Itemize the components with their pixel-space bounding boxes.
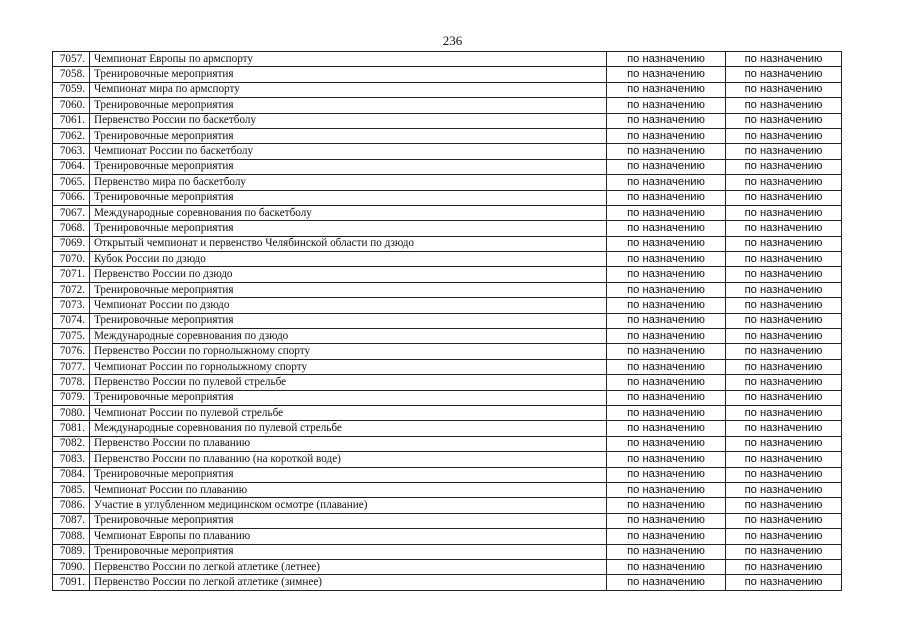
- event-name-cell: Первенство России по пулевой стрельбе: [90, 375, 607, 390]
- event-name-cell: Международные соревнования по баскетболу: [90, 205, 607, 220]
- funding-destination-cell: по назначению: [726, 329, 842, 344]
- row-number-cell: 7063.: [53, 144, 90, 159]
- table-row: [53, 436, 842, 451]
- table-row: [53, 559, 842, 574]
- funding-source-cell: по назначению: [607, 252, 726, 267]
- event-name-cell: Тренировочные мероприятия: [90, 98, 607, 113]
- table-row: [53, 159, 842, 174]
- table-row: [53, 67, 842, 82]
- row-number-cell: 7068.: [53, 221, 90, 236]
- funding-destination-cell: по назначению: [726, 544, 842, 559]
- funding-source-cell: по назначению: [607, 482, 726, 497]
- table-row: [53, 52, 842, 67]
- funding-destination-cell: по назначению: [726, 159, 842, 174]
- funding-source-cell: по назначению: [607, 344, 726, 359]
- table-row: [53, 375, 842, 390]
- event-name-cell: Первенство России по дзюдо: [90, 267, 607, 282]
- table-row: [53, 482, 842, 497]
- row-number-cell: 7083.: [53, 452, 90, 467]
- funding-source-cell: по назначению: [607, 236, 726, 251]
- table-row: [53, 236, 842, 251]
- table-row: [53, 344, 842, 359]
- event-name-cell: Чемпионат Европы по армспорту: [90, 52, 607, 67]
- event-name-cell: Первенство России по плаванию (на короткой воде): [90, 452, 607, 467]
- funding-destination-cell: по назначению: [726, 467, 842, 482]
- row-number-cell: 7061.: [53, 113, 90, 128]
- row-number-cell: 7071.: [53, 267, 90, 282]
- row-number-cell: 7084.: [53, 467, 90, 482]
- funding-destination-cell: по назначению: [726, 482, 842, 497]
- funding-destination-cell: по назначению: [726, 405, 842, 420]
- row-number-cell: 7079.: [53, 390, 90, 405]
- event-name-cell: Тренировочные мероприятия: [90, 282, 607, 297]
- table-row: [53, 190, 842, 205]
- table-row: [53, 529, 842, 544]
- event-name-cell: Тренировочные мероприятия: [90, 67, 607, 82]
- row-number-cell: 7066.: [53, 190, 90, 205]
- row-number-cell: 7082.: [53, 436, 90, 451]
- row-number-cell: 7077.: [53, 359, 90, 374]
- funding-source-cell: по назначению: [607, 436, 726, 451]
- event-name-cell: Тренировочные мероприятия: [90, 513, 607, 528]
- funding-source-cell: по назначению: [607, 67, 726, 82]
- event-name-cell: Чемпионат России по дзюдо: [90, 298, 607, 313]
- funding-destination-cell: по назначению: [726, 421, 842, 436]
- table-row: [53, 113, 842, 128]
- funding-destination-cell: по назначению: [726, 359, 842, 374]
- table-row: [53, 98, 842, 113]
- funding-source-cell: по назначению: [607, 405, 726, 420]
- table-row: [53, 298, 842, 313]
- event-name-cell: Тренировочные мероприятия: [90, 221, 607, 236]
- event-name-cell: Международные соревнования по дзюдо: [90, 329, 607, 344]
- table-row: [53, 128, 842, 143]
- funding-source-cell: по назначению: [607, 498, 726, 513]
- funding-source-cell: по назначению: [607, 113, 726, 128]
- row-number-cell: 7070.: [53, 252, 90, 267]
- row-number-cell: 7076.: [53, 344, 90, 359]
- row-number-cell: 7075.: [53, 329, 90, 344]
- funding-destination-cell: по назначению: [726, 513, 842, 528]
- row-number-cell: 7057.: [53, 52, 90, 67]
- funding-source-cell: по назначению: [607, 98, 726, 113]
- event-name-cell: Первенство России по горнолыжному спорту: [90, 344, 607, 359]
- row-number-cell: 7058.: [53, 67, 90, 82]
- funding-source-cell: по назначению: [607, 452, 726, 467]
- event-name-cell: Тренировочные мероприятия: [90, 128, 607, 143]
- funding-source-cell: по назначению: [607, 329, 726, 344]
- funding-source-cell: по назначению: [607, 282, 726, 297]
- event-name-cell: Первенство России по плаванию: [90, 436, 607, 451]
- funding-source-cell: по назначению: [607, 52, 726, 67]
- funding-source-cell: по назначению: [607, 159, 726, 174]
- table-row: [53, 544, 842, 559]
- event-name-cell: Первенство России по баскетболу: [90, 113, 607, 128]
- funding-destination-cell: по назначению: [726, 113, 842, 128]
- row-number-cell: 7078.: [53, 375, 90, 390]
- row-number-cell: 7072.: [53, 282, 90, 297]
- row-number-cell: 7067.: [53, 205, 90, 220]
- table-row: [53, 221, 842, 236]
- event-name-cell: Чемпионат России по баскетболу: [90, 144, 607, 159]
- funding-source-cell: по назначению: [607, 359, 726, 374]
- events-table-body: [53, 52, 842, 591]
- funding-destination-cell: по назначению: [726, 529, 842, 544]
- funding-destination-cell: по назначению: [726, 298, 842, 313]
- event-name-cell: Чемпионат России по пулевой стрельбе: [90, 405, 607, 420]
- table-row: [53, 252, 842, 267]
- funding-source-cell: по назначению: [607, 575, 726, 590]
- funding-destination-cell: по назначению: [726, 128, 842, 143]
- funding-destination-cell: по назначению: [726, 452, 842, 467]
- funding-destination-cell: по назначению: [726, 67, 842, 82]
- funding-source-cell: по назначению: [607, 221, 726, 236]
- event-name-cell: Тренировочные мероприятия: [90, 159, 607, 174]
- event-name-cell: Кубок России по дзюдо: [90, 252, 607, 267]
- funding-destination-cell: по назначению: [726, 498, 842, 513]
- table-row: [53, 421, 842, 436]
- event-name-cell: Участие в углубленном медицинском осмотре (плавание): [90, 498, 607, 513]
- funding-destination-cell: по назначению: [726, 175, 842, 190]
- events-table: [52, 51, 842, 591]
- table-row: [53, 452, 842, 467]
- table-row: [53, 313, 842, 328]
- event-name-cell: Международные соревнования по пулевой стрельбе: [90, 421, 607, 436]
- row-number-cell: 7062.: [53, 128, 90, 143]
- funding-source-cell: по назначению: [607, 267, 726, 282]
- table-row: [53, 267, 842, 282]
- funding-source-cell: по назначению: [607, 390, 726, 405]
- table-row: [53, 144, 842, 159]
- row-number-cell: 7064.: [53, 159, 90, 174]
- funding-destination-cell: по назначению: [726, 252, 842, 267]
- row-number-cell: 7089.: [53, 544, 90, 559]
- funding-destination-cell: по назначению: [726, 221, 842, 236]
- funding-source-cell: по назначению: [607, 175, 726, 190]
- funding-destination-cell: по назначению: [726, 236, 842, 251]
- funding-destination-cell: по назначению: [726, 559, 842, 574]
- funding-destination-cell: по назначению: [726, 436, 842, 451]
- row-number-cell: 7087.: [53, 513, 90, 528]
- funding-source-cell: по назначению: [607, 190, 726, 205]
- funding-source-cell: по назначению: [607, 313, 726, 328]
- funding-source-cell: по назначению: [607, 375, 726, 390]
- funding-destination-cell: по назначению: [726, 344, 842, 359]
- funding-destination-cell: по назначению: [726, 190, 842, 205]
- row-number-cell: 7088.: [53, 529, 90, 544]
- table-row: [53, 467, 842, 482]
- funding-source-cell: по назначению: [607, 559, 726, 574]
- event-name-cell: Тренировочные мероприятия: [90, 467, 607, 482]
- funding-destination-cell: по назначению: [726, 205, 842, 220]
- event-name-cell: Первенство России по легкой атлетике (зимнее): [90, 575, 607, 590]
- event-name-cell: Тренировочные мероприятия: [90, 544, 607, 559]
- funding-destination-cell: по назначению: [726, 98, 842, 113]
- table-row: [53, 82, 842, 97]
- funding-destination-cell: по назначению: [726, 390, 842, 405]
- table-row: [53, 359, 842, 374]
- row-number-cell: 7074.: [53, 313, 90, 328]
- table-row: [53, 390, 842, 405]
- row-number-cell: 7091.: [53, 575, 90, 590]
- funding-source-cell: по назначению: [607, 467, 726, 482]
- event-name-cell: Чемпионат России по горнолыжному спорту: [90, 359, 607, 374]
- event-name-cell: Тренировочные мероприятия: [90, 190, 607, 205]
- row-number-cell: 7073.: [53, 298, 90, 313]
- funding-source-cell: по назначению: [607, 128, 726, 143]
- row-number-cell: 7065.: [53, 175, 90, 190]
- funding-destination-cell: по назначению: [726, 375, 842, 390]
- event-name-cell: Первенство России по легкой атлетике (летнее): [90, 559, 607, 574]
- event-name-cell: Открытый чемпионат и первенство Челябинской области по дзюдо: [90, 236, 607, 251]
- row-number-cell: 7086.: [53, 498, 90, 513]
- funding-destination-cell: по назначению: [726, 313, 842, 328]
- funding-destination-cell: по назначению: [726, 52, 842, 67]
- row-number-cell: 7069.: [53, 236, 90, 251]
- row-number-cell: 7080.: [53, 405, 90, 420]
- table-row: [53, 405, 842, 420]
- table-row: [53, 513, 842, 528]
- funding-source-cell: по назначению: [607, 82, 726, 97]
- funding-destination-cell: по назначению: [726, 267, 842, 282]
- funding-source-cell: по назначению: [607, 421, 726, 436]
- funding-source-cell: по назначению: [607, 513, 726, 528]
- funding-source-cell: по назначению: [607, 529, 726, 544]
- event-name-cell: Первенство мира по баскетболу: [90, 175, 607, 190]
- funding-source-cell: по назначению: [607, 544, 726, 559]
- page-number: 236: [442, 33, 463, 48]
- event-name-cell: Чемпионат мира по армспорту: [90, 82, 607, 97]
- funding-source-cell: по назначению: [607, 298, 726, 313]
- event-name-cell: Тренировочные мероприятия: [90, 313, 607, 328]
- table-row: [53, 575, 842, 590]
- funding-destination-cell: по назначению: [726, 82, 842, 97]
- row-number-cell: 7081.: [53, 421, 90, 436]
- funding-source-cell: по назначению: [607, 205, 726, 220]
- table-row: [53, 282, 842, 297]
- funding-destination-cell: по назначению: [726, 282, 842, 297]
- event-name-cell: Тренировочные мероприятия: [90, 390, 607, 405]
- table-row: [53, 175, 842, 190]
- row-number-cell: 7090.: [53, 559, 90, 574]
- funding-destination-cell: по назначению: [726, 144, 842, 159]
- row-number-cell: 7059.: [53, 82, 90, 97]
- table-row: [53, 329, 842, 344]
- table-row: [53, 205, 842, 220]
- funding-source-cell: по назначению: [607, 144, 726, 159]
- event-name-cell: Чемпионат Европы по плаванию: [90, 529, 607, 544]
- table-row: [53, 498, 842, 513]
- funding-destination-cell: по назначению: [726, 575, 842, 590]
- row-number-cell: 7060.: [53, 98, 90, 113]
- event-name-cell: Чемпионат России по плаванию: [90, 482, 607, 497]
- row-number-cell: 7085.: [53, 482, 90, 497]
